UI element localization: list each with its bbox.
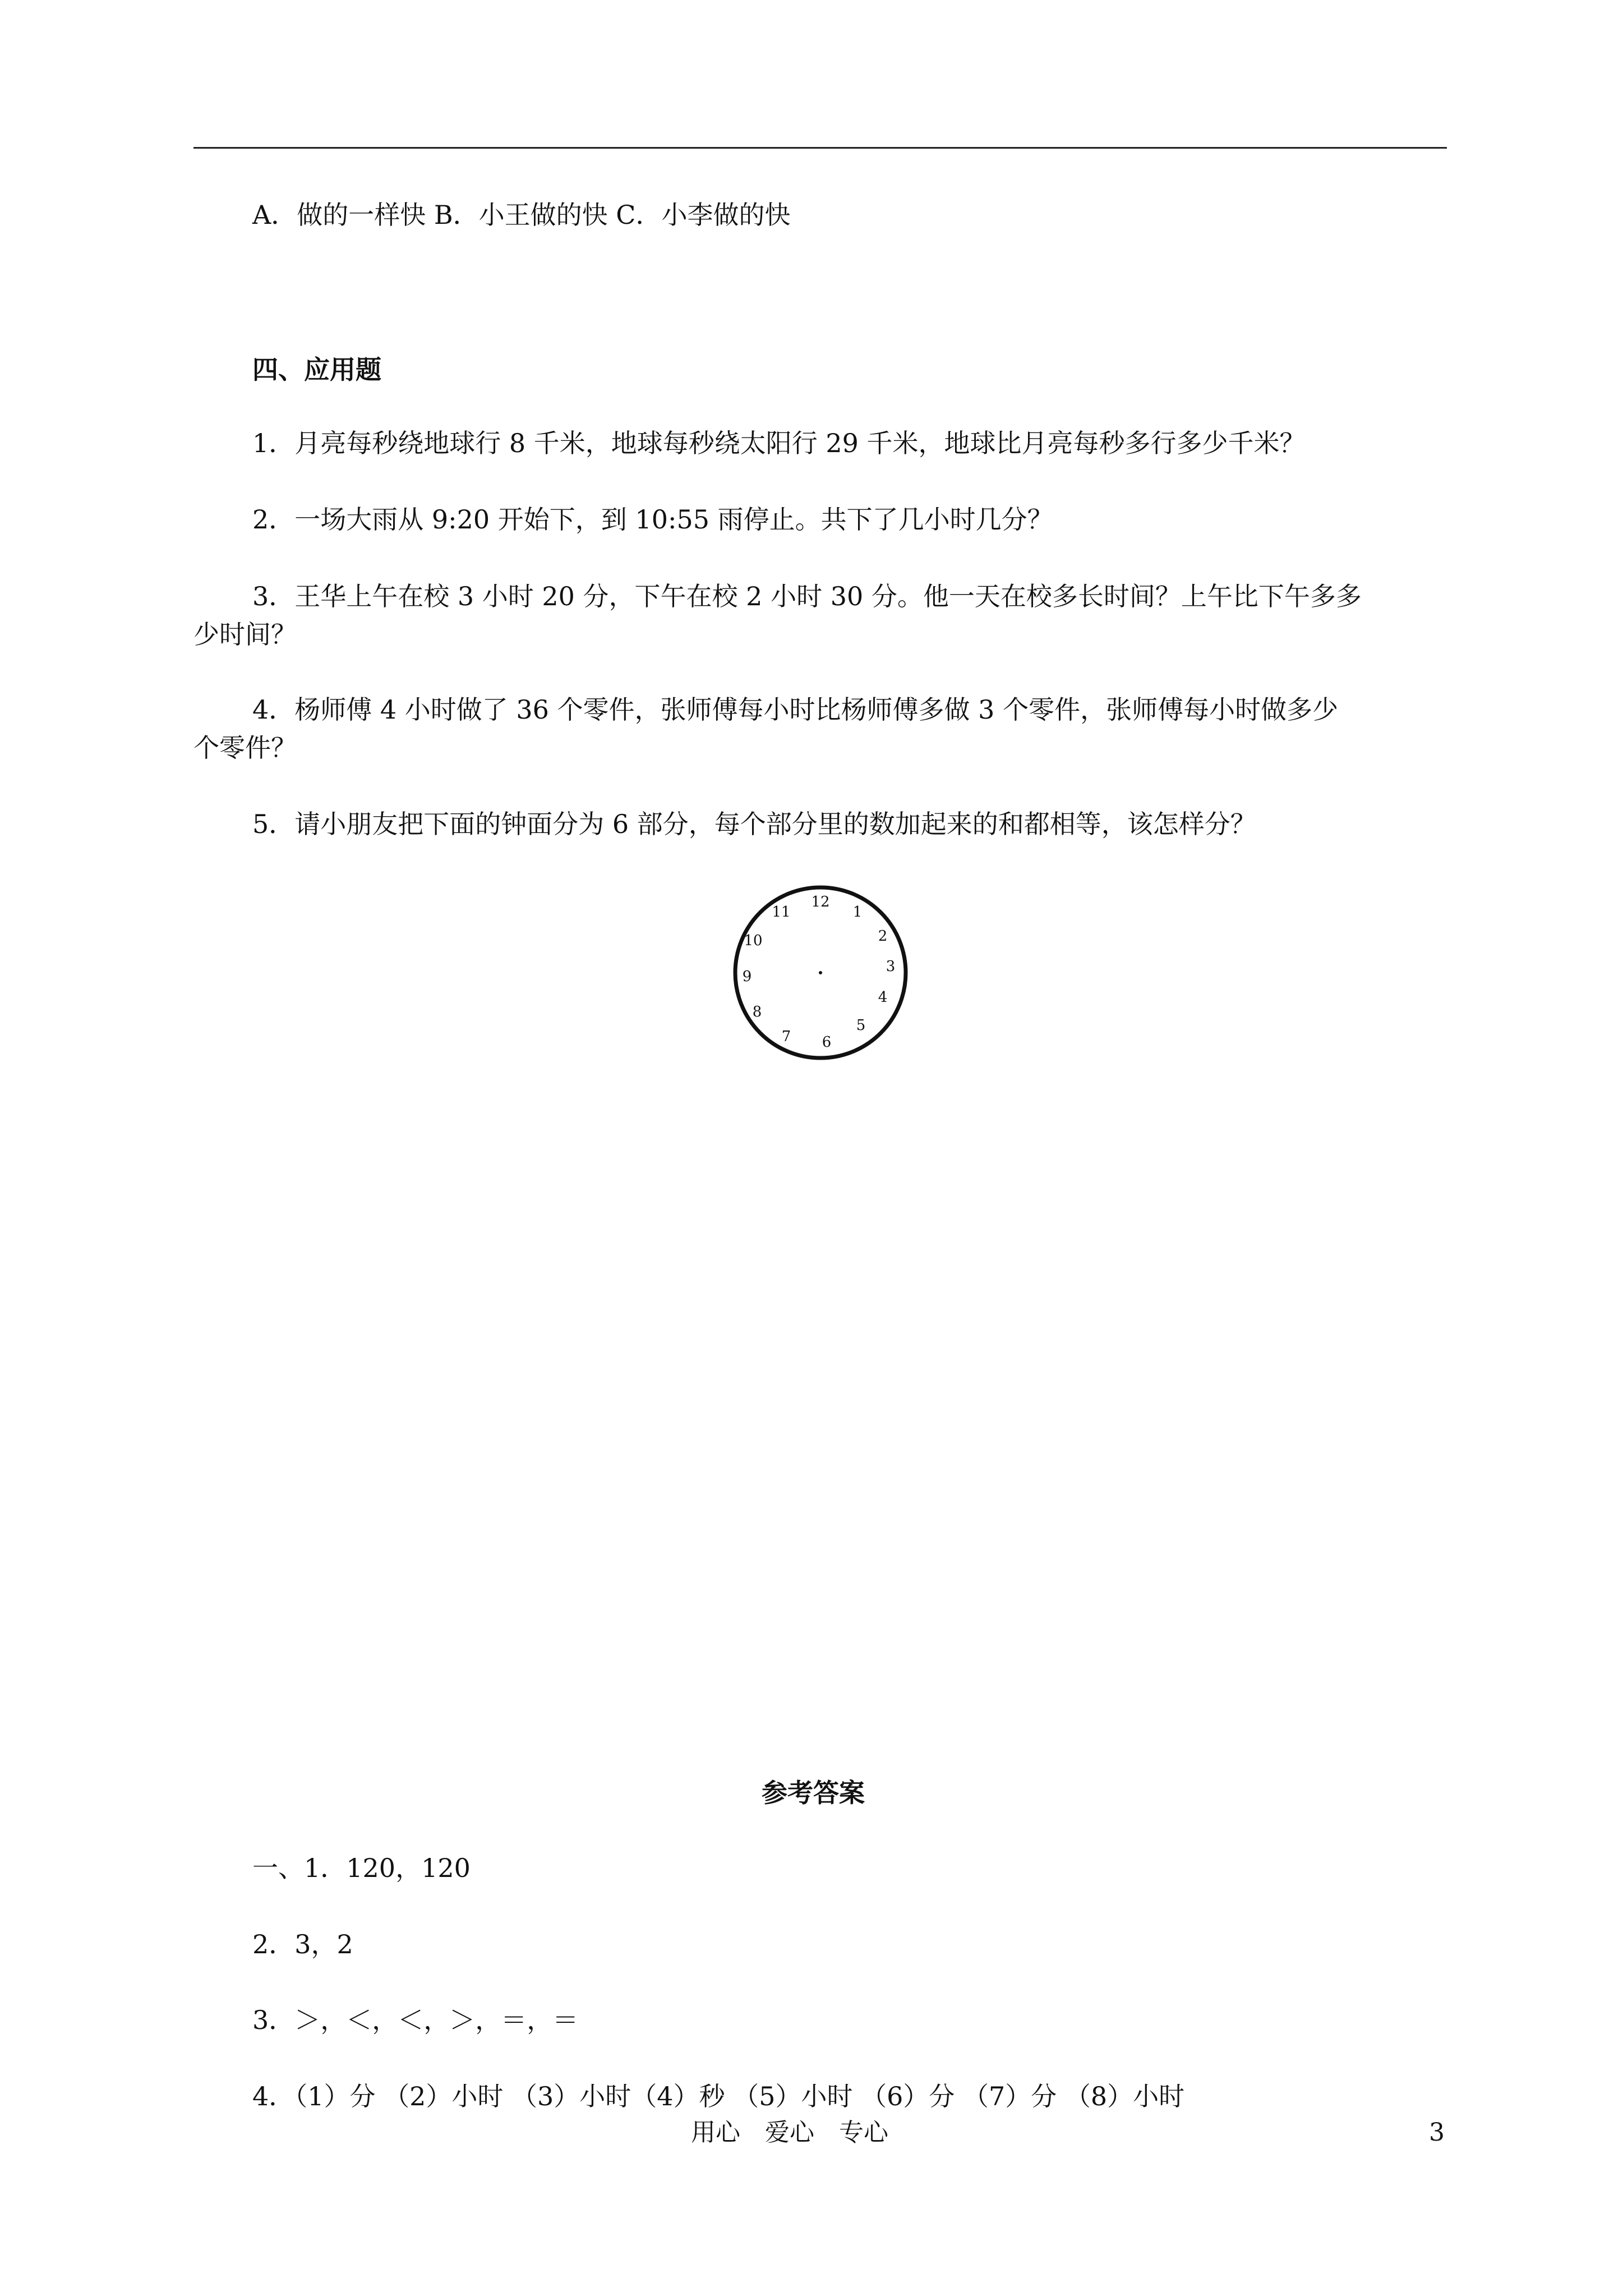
clock-number-4: 4 [878, 989, 888, 1006]
clock-number-9: 9 [742, 968, 752, 985]
clock-number-11: 11 [772, 904, 791, 921]
question-3-line-2: 少时间？ [193, 619, 297, 650]
clock-number-2: 2 [878, 928, 888, 945]
clock-number-1: 1 [852, 904, 863, 921]
answer-2: 2．3，2 [252, 1929, 353, 1959]
clock-number-6: 6 [822, 1034, 832, 1051]
question-4-line-1: 4．杨师傅 4 小时做了 36 个零件，张师傅每小时比杨师傅多做 3 个零件，张师傅每小时做多少 [252, 694, 1339, 725]
question-4-line-2: 个零件？ [193, 733, 297, 763]
question-2: 2．一场大雨从 9:20 开始下，到 10:55 雨停止。共下了几小时几分？ [252, 504, 1053, 535]
clock-face [728, 879, 913, 1064]
clock-number-10: 10 [744, 932, 763, 949]
clock-number-5: 5 [856, 1017, 866, 1034]
clock-number-3: 3 [886, 958, 896, 975]
clock-number-8: 8 [752, 1004, 762, 1020]
question-3-line-1: 3．王华上午在校 3 小时 20 分，下午在校 2 小时 30 分。他一天在校多长时间？上午比下午多多 [252, 581, 1362, 611]
option-line: A．做的一样快 B．小王做的快 C．小李做的快 [252, 200, 791, 230]
section-title-applications: 四、应用题 [252, 355, 381, 385]
clock-number-7: 7 [781, 1028, 791, 1045]
answer-3: 3．＞，＜，＜，＞，＝，＝ [252, 2005, 579, 2035]
answer-1: 一、1．120，120 [252, 1853, 471, 1883]
page-number: 3 [1429, 2118, 1445, 2147]
footer-motto: 用心 爱心 专心 [691, 2118, 888, 2147]
clock-number-12: 12 [811, 894, 830, 910]
answer-4: 4．（1）分 （2）小时 （3）小时（4）秒 （5）小时 （6）分 （7）分 （8）小时 [252, 2081, 1185, 2111]
clock-center-dot [819, 971, 822, 974]
header-rule [193, 147, 1447, 149]
question-5: 5．请小朋友把下面的钟面分为 6 部分，每个部分里的数加起来的和都相等，该怎样分？ [252, 809, 1256, 839]
answers-title: 参考答案 [762, 1778, 865, 1808]
question-1: 1．月亮每秒绕地球行 8 千米，地球每秒绕太阳行 29 千米，地球比月亮每秒多行多少千米？ [252, 428, 1306, 458]
